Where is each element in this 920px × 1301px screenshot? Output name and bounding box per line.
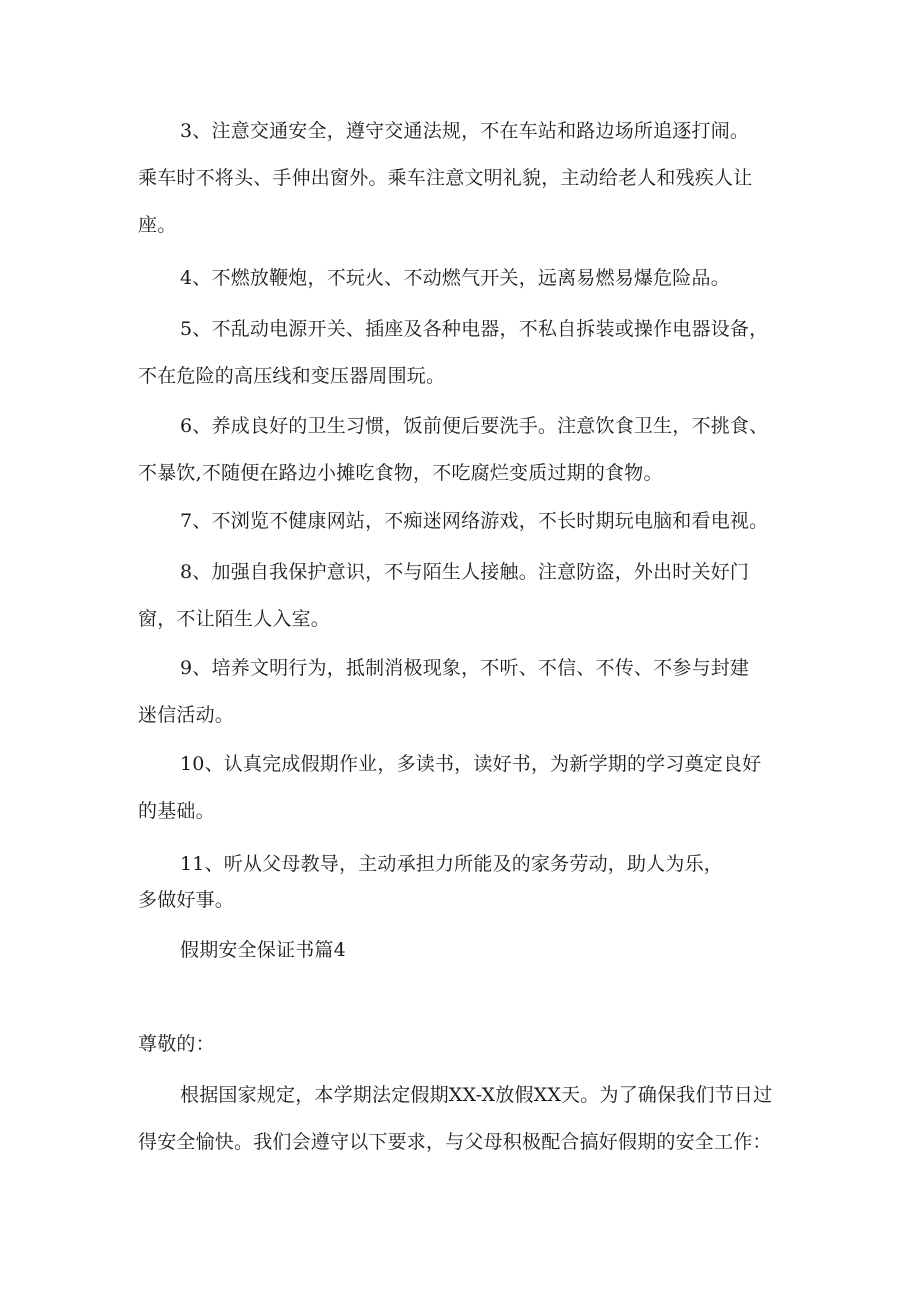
- text-line: 10、认真完成假期作业，多读书，读好书，为新学期的学习奠定良好: [180, 753, 762, 775]
- text-line: 5、不乱动电源开关、插座及各种电器，不私自拆装或操作电器设备，: [180, 318, 769, 340]
- paragraph-item-3: [138, 108, 798, 249]
- paragraph-item-11: [138, 846, 798, 918]
- text-line: 9、培养文明行为，抵制消极现象，不听、不信、不传、不参与封建: [180, 657, 750, 679]
- text-line: 8、加强自我保护意识，不与陌生人接触。注意防盗，外出时关好门: [180, 561, 750, 583]
- paragraph-item-5: [138, 306, 798, 400]
- paragraph-item-6: [138, 403, 798, 497]
- text-line: 得安全愉快。我们会遵守以下要求，与父母积极配合搞好假期的安全工作：: [138, 1131, 772, 1153]
- text-line: 乘车时不将头、手伸出窗外。乘车注意文明礼貌，主动给老人和残疾人让: [138, 167, 753, 189]
- section-title-text: 假期安全保证书篇4: [180, 939, 346, 961]
- text-line: 根据国家规定，本学期法定假期XX-X放假XX天。为了确保我们节日过: [180, 1084, 773, 1106]
- text-line: 4、不燃放鞭炮，不玩火、不动燃气开关，远离易燃易爆危险品。: [180, 267, 730, 289]
- text-line: 3、注意交通安全，遵守交通法规，不在车站和路边场所追逐打闹。: [180, 120, 750, 142]
- text-line: 迷信活动。: [138, 704, 235, 726]
- paragraph-intro: [138, 1072, 798, 1166]
- salutation: [138, 1021, 798, 1068]
- paragraph-item-4: [138, 255, 798, 302]
- text-line: 11、听从父母教导，主动承担力所能及的家务劳动，助人为乐，: [180, 853, 723, 875]
- paragraph-item-10: [138, 741, 798, 835]
- text-line: 6、养成良好的卫生习惯，饭前便后要洗手。注意饮食卫生，不挑食、: [180, 415, 769, 437]
- text-line: 7、不浏览不健康网站，不痴迷网络游戏，不长时期玩电脑和看电视。: [180, 510, 769, 532]
- paragraph-item-8: [138, 549, 798, 643]
- salutation-text: 尊敬的：: [138, 1033, 215, 1055]
- text-line: 多做好事。: [138, 889, 235, 911]
- paragraph-item-9: [138, 645, 798, 739]
- section-title: [138, 927, 798, 974]
- text-line: 窗，不让陌生人入室。: [138, 608, 331, 630]
- text-line: 的基础。: [138, 800, 215, 822]
- text-line: 不暴饮,不随便在路边小摊吃食物，不吃腐烂变质过期的食物。: [138, 462, 663, 484]
- text-line: 座。: [138, 214, 177, 236]
- text-line: 不在危险的高压线和变压器周围玩。: [138, 365, 446, 387]
- paragraph-item-7: [138, 498, 798, 545]
